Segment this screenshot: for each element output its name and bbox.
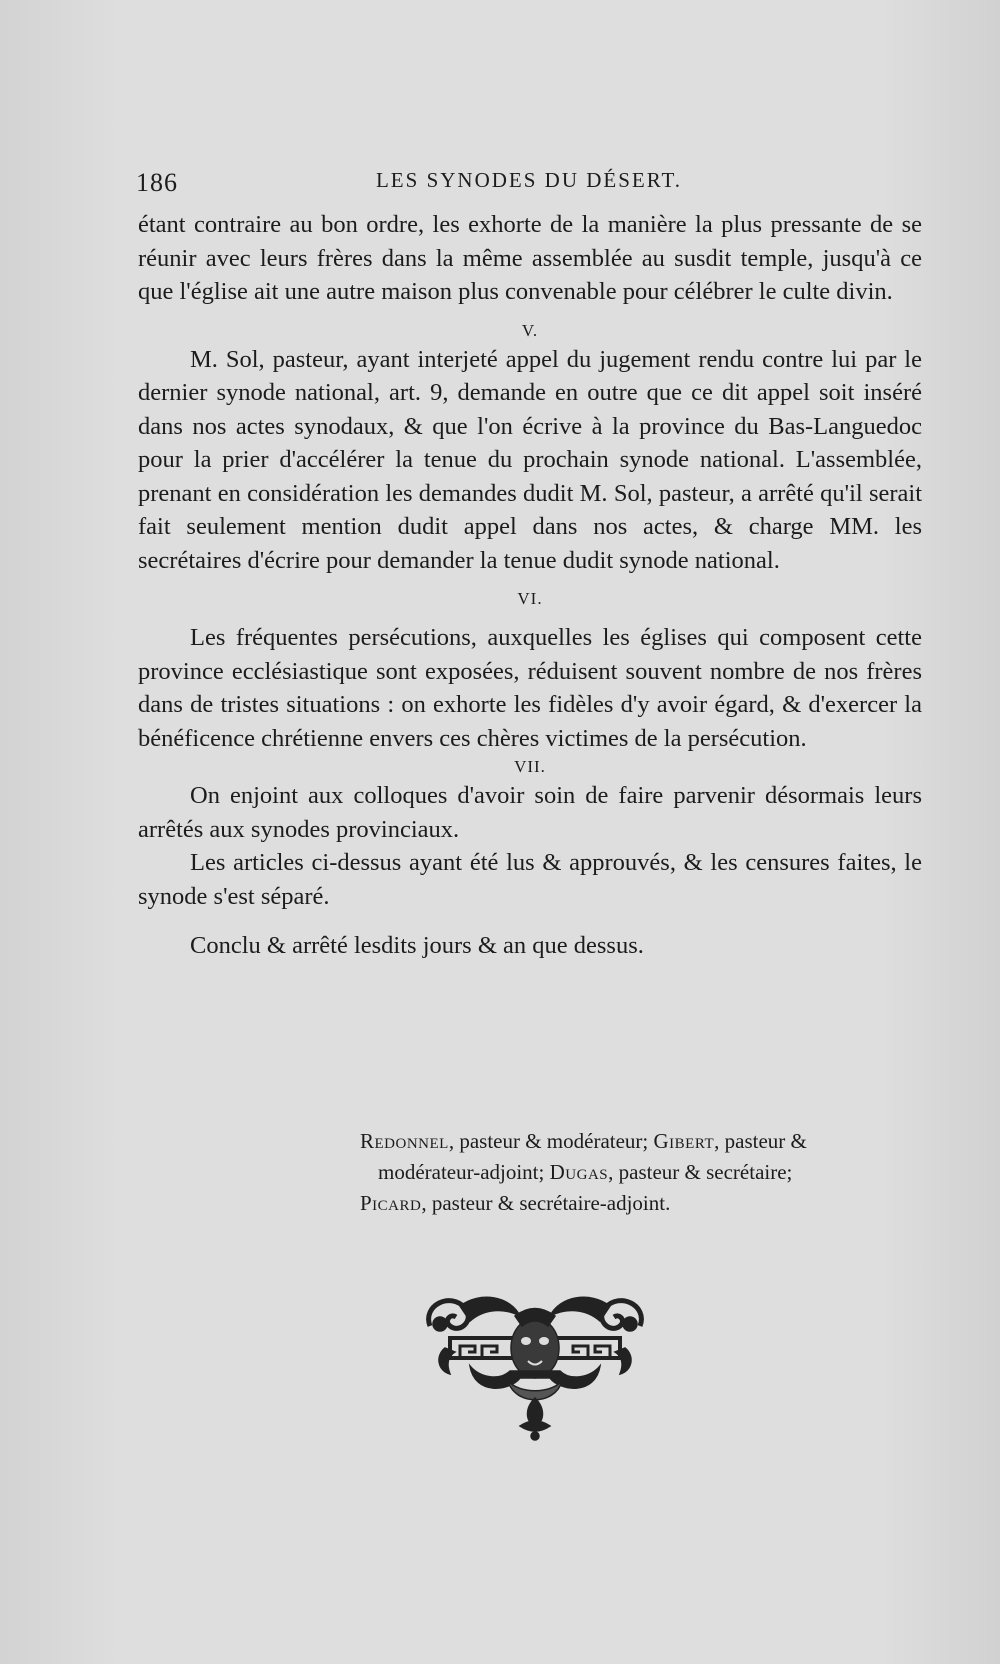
signature-line [360,1126,900,1157]
article-vii-text: On enjoint aux colloques d'avoir soin de faire parvenir désormais leurs arrêtés aux synodes provinciaux. [138,782,922,843]
spacer [138,913,922,929]
baroque-mask-tailpiece-icon [420,1286,650,1444]
signature-line [360,1188,900,1219]
page-number: 186 [136,168,178,197]
conclusion-line: Conclu & arrêté lesdits jours & an que dessus. [190,932,644,959]
article-vi-text: Les fréquentes persécutions, auxquelles les églises qui composent cette province ecclésiastique sont exposées, réduisent souvent nombre de nos frères dans de tristes situations : on exhorte les fidèles d'y avoir égard, & d'exercer la bénéficence chrétienne envers ces chères victimes de la persécution. [138,624,922,752]
article-v-text: M. Sol, pasteur, ayant interjeté appel du jugement rendu contre lui par le dernier synode national, art. 9, demande en outre que ce dit appel soit inséré dans nos actes synodaux, & que l'on écrive à la province du Bas-Languedoc pour la prier d'accélérer la tenue du prochain synode national. L'assemblée, prenant en considération les demandes dudit M. Sol, pasteur, a arrêté qu'il serait fait seulement mention dudit appel dans nos actes, & charge MM. les secrétaires d'écrire pour demander la tenue dudit synode national. [138,345,922,574]
signatory-name: Picard [360,1191,422,1215]
signatory-name: Redonnel [360,1129,449,1153]
signatory-role: modérateur-adjoint; [378,1160,550,1184]
signatory-role: , pasteur & [714,1129,807,1153]
article-number-vii: VII. [514,757,546,776]
signature-line [360,1157,900,1188]
signatory-name: Dugas [549,1160,609,1184]
signature-block [360,1126,900,1219]
running-title: LES SYNODES DU DÉSERT. [375,168,683,192]
article-number-vi: VI. [517,589,543,608]
signatory-name: Gibert [653,1129,715,1153]
article-number-v: V. [521,320,539,340]
body-text [138,208,922,963]
signatory-role: , pasteur & modérateur; [448,1129,654,1153]
paragraph-intro: étant contraire au bon ordre, les exhorte de la manière la plus pressante de se réunir avec leurs frères dans la même assemblée au susdit temple, jusqu'à ce que l'église ait une autre maison plus convenable pour célébrer le culte divin. [138,211,922,305]
signatory-role: , pasteur & secrétaire-adjoint. [421,1191,671,1215]
signatory-role: , pasteur & secrétaire; [608,1160,793,1184]
running-head [136,168,922,198]
closing-paragraph: Les articles ci-dessus ayant été lus & approuvés, & les censures faites, le synode s'est séparé. [138,849,922,910]
